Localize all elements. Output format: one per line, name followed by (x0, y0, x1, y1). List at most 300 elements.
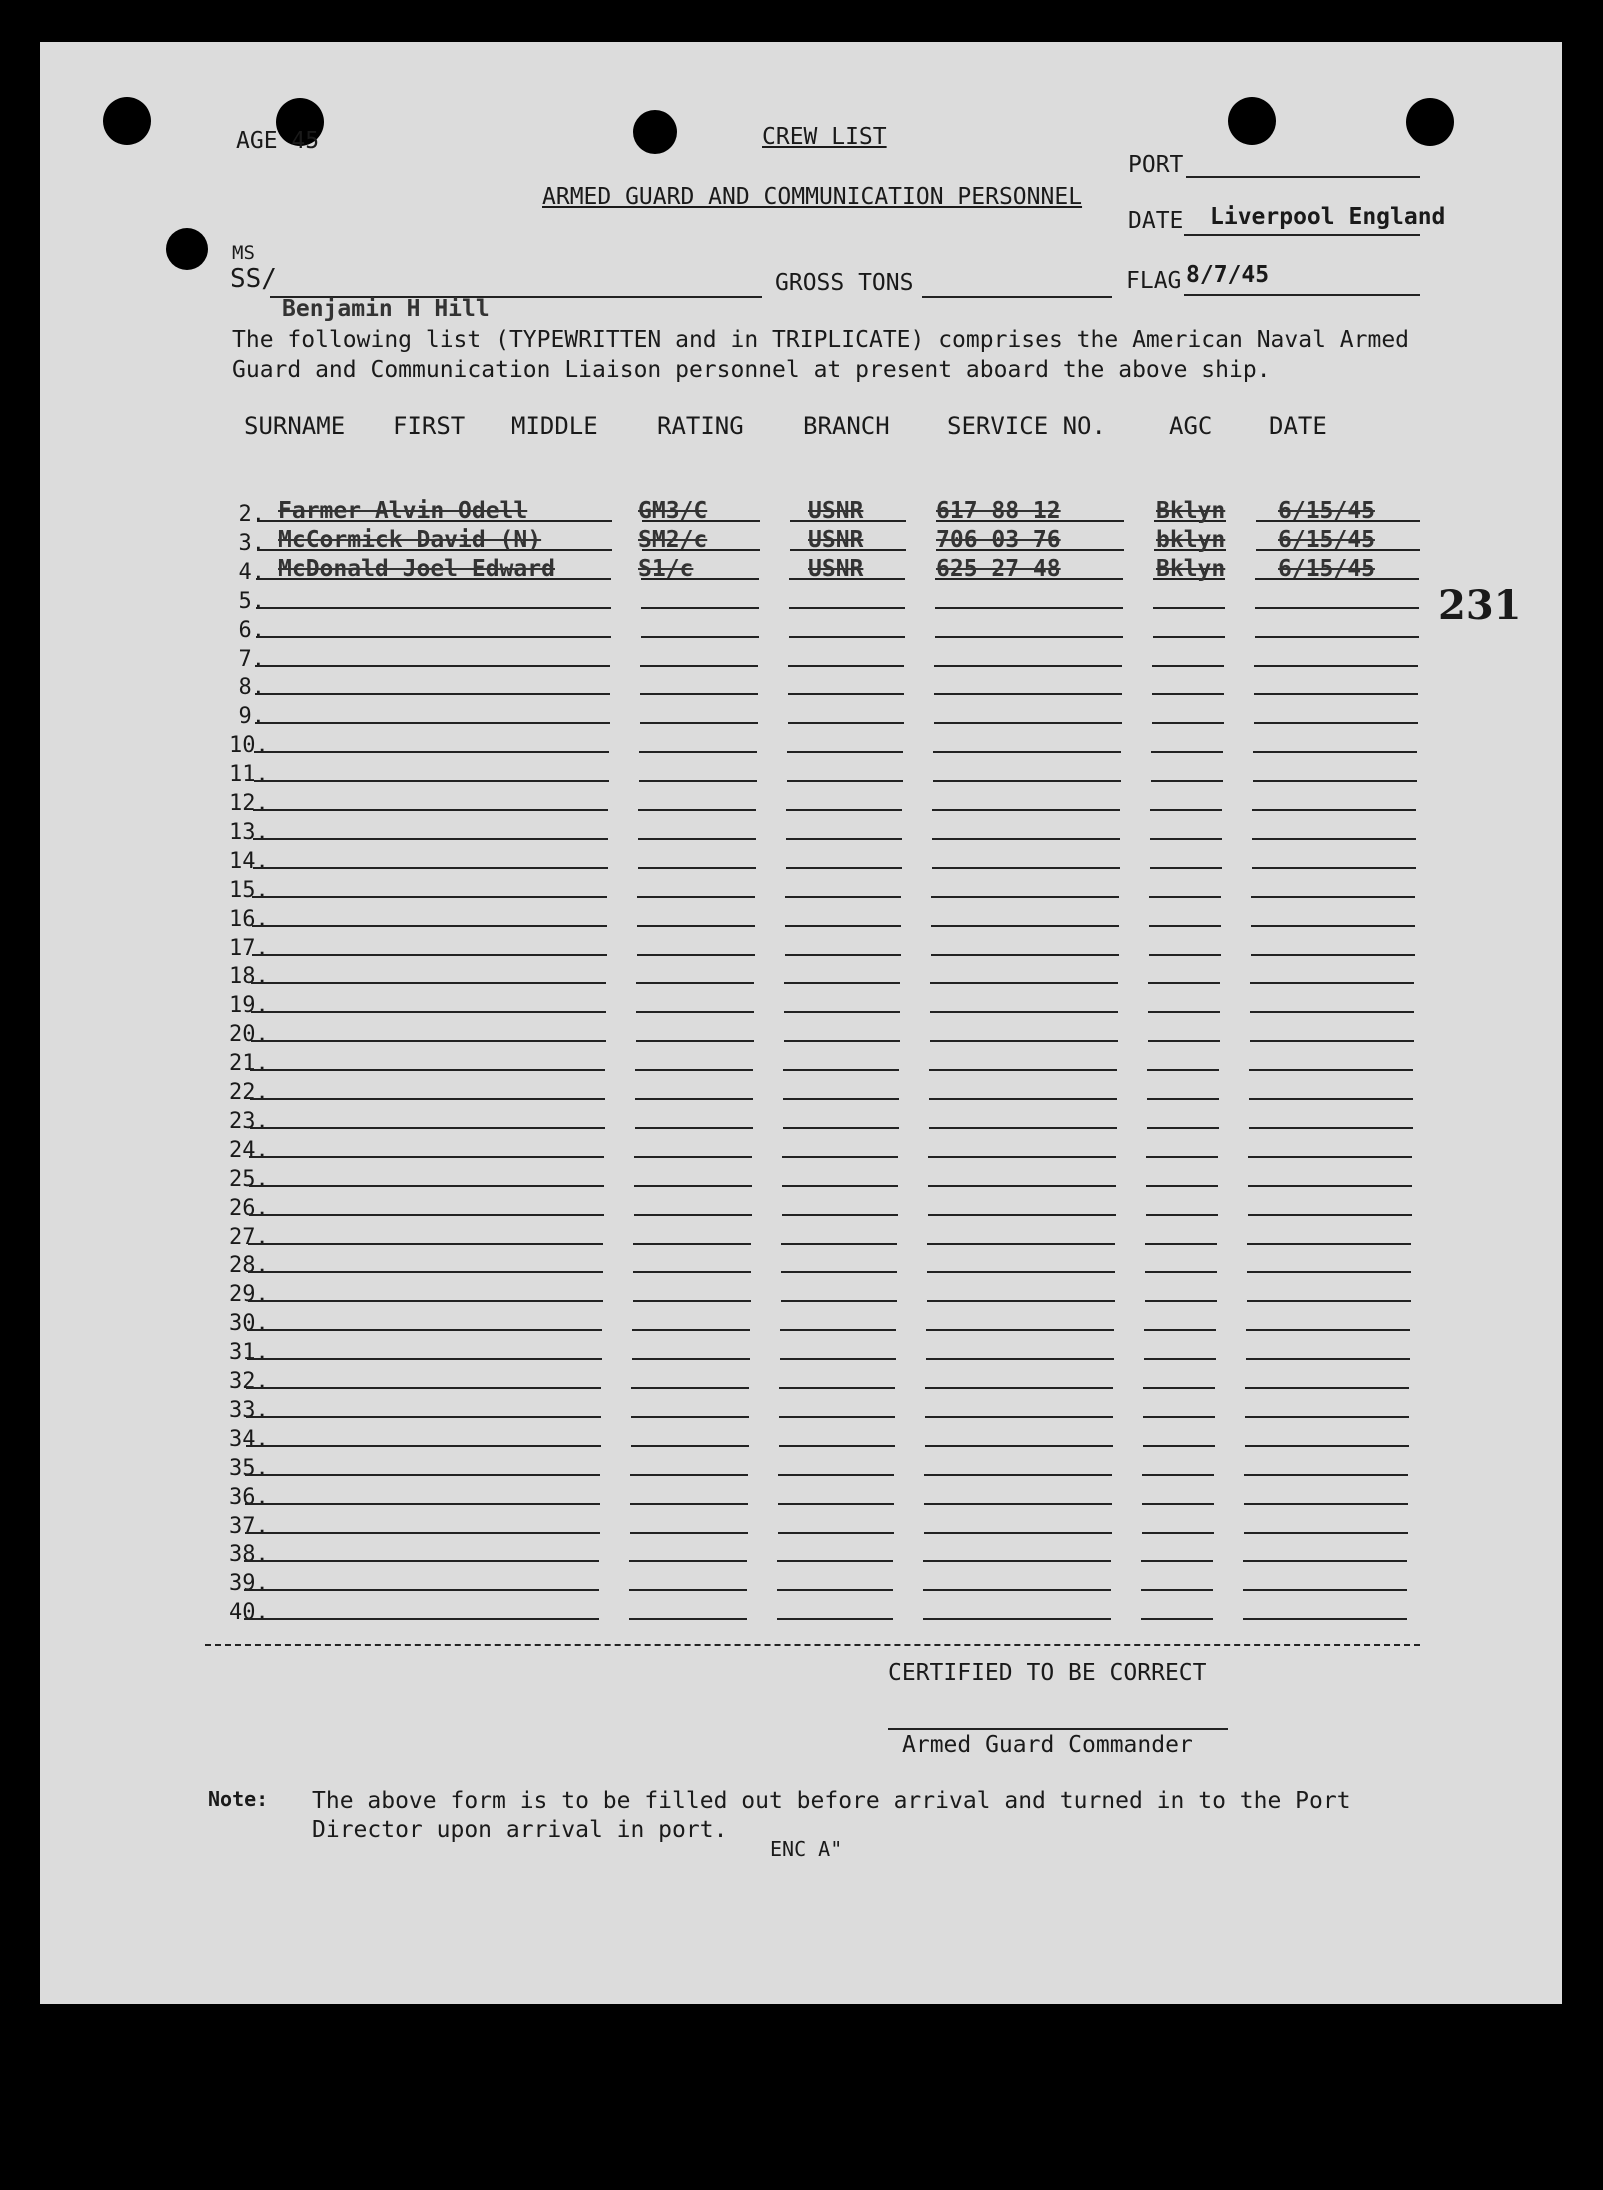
date-cell[interactable] (1245, 1387, 1409, 1389)
service-cell[interactable] (925, 1387, 1113, 1389)
name-cell[interactable] (252, 925, 607, 927)
name-cell[interactable] (256, 607, 611, 609)
branch-cell[interactable] (787, 780, 903, 782)
agc-cell[interactable] (1141, 1560, 1213, 1562)
date-label: DATE (1128, 208, 1184, 234)
branch-cell[interactable] (780, 1329, 896, 1331)
table-row (0, 1251, 1603, 1280)
date-cell[interactable] (1247, 1300, 1411, 1302)
table-row (0, 1540, 1603, 1569)
form-title: ARMED GUARD AND COMMUNICATION PERSONNEL (542, 184, 1083, 210)
date-cell[interactable] (1244, 1474, 1408, 1476)
service-cell[interactable] (935, 607, 1123, 609)
service-cell[interactable] (930, 1040, 1118, 1042)
date-cell[interactable] (1251, 896, 1415, 898)
row-number: 21. (229, 1051, 269, 1077)
date-cell[interactable] (1244, 1532, 1408, 1534)
entry-date: 6/15/45 (1278, 526, 1375, 553)
agc-cell[interactable] (1148, 1011, 1220, 1013)
rating-cell[interactable] (631, 1416, 749, 1418)
name-cell[interactable] (251, 982, 606, 984)
agc-cell[interactable] (1153, 607, 1225, 609)
branch-cell[interactable] (786, 809, 902, 811)
rating-cell[interactable] (638, 838, 756, 840)
branch-cell[interactable] (788, 665, 904, 667)
service-cell[interactable] (927, 1271, 1115, 1273)
date-cell[interactable] (1253, 780, 1417, 782)
date-field-line (1184, 234, 1420, 236)
rating-cell[interactable] (637, 896, 755, 898)
agc-cell[interactable] (1146, 1156, 1218, 1158)
table-row (0, 876, 1603, 905)
note-label: Note: (208, 1787, 269, 1811)
rating-cell[interactable] (636, 1011, 754, 1013)
rating-cell[interactable] (632, 1329, 750, 1331)
table-row (0, 1425, 1603, 1454)
rating-cell[interactable] (633, 1243, 751, 1245)
header-date: DATE (1269, 412, 1327, 440)
name-cell[interactable] (256, 636, 611, 638)
date-cell[interactable] (1243, 1589, 1407, 1591)
branch-cell[interactable] (783, 1098, 899, 1100)
row-number: 2. (238, 502, 265, 527)
table-row (0, 1136, 1603, 1165)
date-cell[interactable] (1251, 925, 1415, 927)
agc-cell[interactable] (1151, 751, 1223, 753)
table-row (0, 847, 1603, 876)
service-cell[interactable] (929, 1127, 1117, 1129)
rating-cell[interactable] (633, 1271, 751, 1273)
ss-label: SS/ (230, 264, 277, 294)
name-cell[interactable] (248, 1300, 603, 1302)
row-number: 7. (238, 646, 265, 672)
agc-cell[interactable] (1142, 1474, 1214, 1476)
rating-cell[interactable] (640, 693, 758, 695)
agc-cell[interactable] (1150, 867, 1222, 869)
service-cell[interactable] (927, 1243, 1115, 1245)
branch-cell[interactable] (781, 1243, 897, 1245)
branch-cell[interactable] (780, 1358, 896, 1360)
branch-cell[interactable] (779, 1445, 895, 1447)
rating-cell[interactable] (629, 1560, 747, 1562)
name-cell[interactable] (246, 1445, 601, 1447)
name-cell[interactable] (246, 1387, 601, 1389)
table-row (0, 1396, 1603, 1425)
name-cell[interactable] (250, 1127, 605, 1129)
service-cell[interactable] (933, 751, 1121, 753)
date-cell[interactable] (1246, 1358, 1410, 1360)
name-cell[interactable] (245, 1474, 600, 1476)
table-row (0, 1194, 1603, 1223)
ship-name: Benjamin H Hill (282, 296, 490, 322)
branch-cell[interactable] (785, 954, 901, 956)
entry-rating: GM3/C (638, 498, 708, 524)
date-cell[interactable] (1254, 722, 1418, 724)
agc-cell[interactable] (1152, 722, 1224, 724)
date-cell[interactable] (1249, 1069, 1413, 1071)
name-cell[interactable] (248, 1243, 603, 1245)
row-number: 34. (229, 1426, 269, 1452)
row-number: 25. (229, 1166, 269, 1192)
age-reference: AGE 45 (236, 128, 320, 154)
table-row (0, 1165, 1603, 1194)
table-row (0, 500, 1603, 529)
agc-cell[interactable] (1144, 1358, 1216, 1360)
service-cell[interactable] (923, 1618, 1111, 1620)
enclosure-mark: ENC A" (770, 1837, 843, 1861)
service-cell[interactable] (932, 838, 1120, 840)
rating-cell[interactable] (639, 780, 757, 782)
branch-cell[interactable] (783, 1127, 899, 1129)
agc-cell[interactable] (1148, 982, 1220, 984)
intro-line-1: The following list (TYPEWRITTEN and in TRIPLICATE) comprises the American Naval Armed (232, 327, 1410, 353)
branch-cell[interactable] (787, 751, 903, 753)
row-number: 9. (238, 704, 265, 730)
date-cell[interactable] (1245, 1416, 1409, 1418)
entry-agc: Bklyn (1156, 498, 1226, 524)
name-cell[interactable] (255, 693, 610, 695)
agc-cell[interactable] (1141, 1618, 1213, 1620)
rating-cell[interactable] (636, 982, 754, 984)
rating-cell[interactable] (641, 636, 759, 638)
service-cell[interactable] (924, 1532, 1112, 1534)
table-row (0, 1483, 1603, 1512)
rating-cell[interactable] (638, 867, 756, 869)
table-row (0, 1598, 1603, 1627)
branch-cell[interactable] (781, 1271, 897, 1273)
row-number: 19. (229, 993, 269, 1019)
name-cell[interactable] (250, 1069, 605, 1071)
service-cell[interactable] (930, 982, 1118, 984)
service-cell[interactable] (927, 1300, 1115, 1302)
agc-cell[interactable] (1143, 1416, 1215, 1418)
table-row (0, 1569, 1603, 1598)
name-cell[interactable] (253, 867, 608, 869)
date-cell[interactable] (1245, 1445, 1409, 1447)
agc-cell[interactable] (1142, 1503, 1214, 1505)
port-field-line (1186, 176, 1420, 178)
agc-cell[interactable] (1152, 693, 1224, 695)
date-cell[interactable] (1246, 1329, 1410, 1331)
rating-cell[interactable] (635, 1069, 753, 1071)
date-cell[interactable] (1255, 636, 1419, 638)
service-cell[interactable] (925, 1445, 1113, 1447)
entry-agc: bklyn (1156, 526, 1226, 553)
table-row (0, 731, 1603, 760)
row-number: 16. (229, 906, 269, 932)
agc-cell[interactable] (1149, 925, 1221, 927)
service-cell[interactable] (928, 1214, 1116, 1216)
date-cell[interactable] (1252, 838, 1416, 840)
branch-cell[interactable] (777, 1560, 893, 1562)
agc-cell[interactable] (1146, 1185, 1218, 1187)
name-cell[interactable] (254, 780, 609, 782)
name-cell[interactable] (249, 1156, 604, 1158)
entry-service: 706 03 76 (936, 526, 1061, 553)
rating-cell[interactable] (636, 1040, 754, 1042)
row-number: 18. (229, 964, 269, 990)
rating-cell[interactable] (631, 1445, 749, 1447)
name-cell[interactable] (255, 665, 610, 667)
row-number: 27. (229, 1224, 269, 1250)
agc-cell[interactable] (1146, 1214, 1218, 1216)
rating-cell[interactable] (639, 751, 757, 753)
header-service-no: SERVICE NO. (947, 412, 1106, 440)
name-cell[interactable] (252, 896, 607, 898)
row-number: 29. (229, 1282, 269, 1308)
agc-cell[interactable] (1147, 1127, 1219, 1129)
agc-cell[interactable] (1145, 1243, 1217, 1245)
service-cell[interactable] (928, 1156, 1116, 1158)
rating-cell[interactable] (631, 1387, 749, 1389)
row-number: 14. (229, 848, 269, 874)
rating-cell[interactable] (632, 1358, 750, 1360)
agc-cell[interactable] (1153, 636, 1225, 638)
rating-cell[interactable] (633, 1300, 751, 1302)
table-row (0, 789, 1603, 818)
agc-cell[interactable] (1149, 954, 1221, 956)
entry-name: Farmer Alvin Odell (278, 498, 528, 524)
date-cell[interactable] (1249, 1127, 1413, 1129)
date-cell[interactable] (1247, 1271, 1411, 1273)
rating-cell[interactable] (634, 1214, 752, 1216)
gross-tons-label: GROSS TONS (775, 270, 914, 296)
service-cell[interactable] (928, 1185, 1116, 1187)
name-cell[interactable] (247, 1329, 602, 1331)
date-cell[interactable] (1248, 1214, 1412, 1216)
date-cell[interactable] (1252, 867, 1416, 869)
rating-cell[interactable] (641, 607, 759, 609)
date-value: Liverpool England (1210, 204, 1446, 230)
name-cell[interactable] (253, 809, 608, 811)
agc-cell[interactable] (1145, 1271, 1217, 1273)
table-row (0, 673, 1603, 702)
row-number: 15. (229, 877, 269, 903)
date-cell[interactable] (1250, 1011, 1414, 1013)
rating-cell[interactable] (635, 1098, 753, 1100)
branch-cell[interactable] (778, 1503, 894, 1505)
punch-hole (166, 228, 208, 270)
date-cell[interactable] (1254, 693, 1418, 695)
branch-cell[interactable] (777, 1618, 893, 1620)
date-cell[interactable] (1253, 751, 1417, 753)
name-cell[interactable] (246, 1416, 601, 1418)
row-number: 36. (229, 1484, 269, 1510)
branch-cell[interactable] (789, 636, 905, 638)
rating-cell[interactable] (637, 954, 755, 956)
name-cell[interactable] (249, 1185, 604, 1187)
name-cell[interactable] (245, 1532, 600, 1534)
rating-cell[interactable] (630, 1474, 748, 1476)
branch-cell[interactable] (778, 1532, 894, 1534)
service-cell[interactable] (923, 1589, 1111, 1591)
branch-cell[interactable] (782, 1156, 898, 1158)
row-number: 30. (229, 1311, 269, 1337)
service-cell[interactable] (931, 954, 1119, 956)
branch-cell[interactable] (785, 896, 901, 898)
rating-cell[interactable] (640, 722, 758, 724)
table-row (0, 587, 1603, 616)
agc-cell[interactable] (1148, 1040, 1220, 1042)
table-row (0, 1338, 1603, 1367)
service-cell[interactable] (925, 1416, 1113, 1418)
agc-cell[interactable] (1149, 896, 1221, 898)
table-row (0, 616, 1603, 645)
branch-cell[interactable] (784, 1011, 900, 1013)
date-cell[interactable] (1254, 665, 1418, 667)
punch-hole (1228, 97, 1276, 145)
signature-line (888, 1728, 1228, 1730)
service-cell[interactable] (934, 722, 1122, 724)
branch-cell[interactable] (784, 1040, 900, 1042)
name-cell[interactable] (248, 1271, 603, 1273)
name-cell[interactable] (244, 1618, 599, 1620)
date-cell[interactable] (1243, 1618, 1407, 1620)
agc-cell[interactable] (1150, 809, 1222, 811)
table-row (0, 962, 1603, 991)
agc-cell[interactable] (1141, 1589, 1213, 1591)
branch-cell[interactable] (784, 982, 900, 984)
rating-cell[interactable] (630, 1503, 748, 1505)
row-number: 26. (229, 1195, 269, 1221)
name-cell[interactable] (252, 954, 607, 956)
row-number: 24. (229, 1137, 269, 1163)
rating-cell[interactable] (630, 1532, 748, 1534)
table-row (0, 1078, 1603, 1107)
flag-field-line (1184, 294, 1420, 296)
branch-cell[interactable] (786, 867, 902, 869)
agc-cell[interactable] (1150, 838, 1222, 840)
branch-cell[interactable] (785, 925, 901, 927)
service-cell[interactable] (931, 896, 1119, 898)
name-cell[interactable] (245, 1503, 600, 1505)
service-cell[interactable] (933, 780, 1121, 782)
note-line-1: The above form is to be filled out before arrival and turned in to the Port (312, 1788, 1351, 1814)
agc-cell[interactable] (1151, 780, 1223, 782)
row-number: 31. (229, 1340, 269, 1366)
branch-cell[interactable] (786, 838, 902, 840)
date-cell[interactable] (1243, 1560, 1407, 1562)
service-cell[interactable] (924, 1503, 1112, 1505)
service-cell[interactable] (934, 665, 1122, 667)
date-cell[interactable] (1255, 607, 1419, 609)
branch-cell[interactable] (777, 1589, 893, 1591)
service-cell[interactable] (935, 636, 1123, 638)
service-cell[interactable] (924, 1474, 1112, 1476)
service-cell[interactable] (932, 867, 1120, 869)
service-cell[interactable] (929, 1098, 1117, 1100)
branch-cell[interactable] (788, 693, 904, 695)
service-cell[interactable] (934, 693, 1122, 695)
branch-cell[interactable] (781, 1300, 897, 1302)
date-cell[interactable] (1248, 1185, 1412, 1187)
row-number: 23. (229, 1108, 269, 1134)
date-cell[interactable] (1247, 1243, 1411, 1245)
service-cell[interactable] (923, 1560, 1111, 1562)
agc-cell[interactable] (1143, 1387, 1215, 1389)
service-cell[interactable] (926, 1358, 1114, 1360)
entry-agc: Bklyn (1156, 555, 1226, 582)
service-cell[interactable] (929, 1069, 1117, 1071)
date-cell[interactable] (1250, 1040, 1414, 1042)
entry-rating: S1/c (638, 555, 694, 582)
name-cell[interactable] (244, 1589, 599, 1591)
branch-cell[interactable] (779, 1387, 895, 1389)
commander-label: Armed Guard Commander (902, 1732, 1193, 1758)
date-cell[interactable] (1244, 1503, 1408, 1505)
branch-cell[interactable] (778, 1474, 894, 1476)
branch-cell[interactable] (783, 1069, 899, 1071)
name-cell[interactable] (253, 838, 608, 840)
agc-cell[interactable] (1152, 665, 1224, 667)
branch-cell[interactable] (789, 607, 905, 609)
entry-branch: USNR (808, 498, 864, 524)
date-cell[interactable] (1249, 1098, 1413, 1100)
name-cell[interactable] (244, 1560, 599, 1562)
side-number: 231 (1438, 582, 1522, 629)
name-cell[interactable] (251, 1011, 606, 1013)
branch-cell[interactable] (782, 1185, 898, 1187)
branch-cell[interactable] (779, 1416, 895, 1418)
service-cell[interactable] (931, 925, 1119, 927)
agc-cell[interactable] (1147, 1069, 1219, 1071)
table-row (0, 991, 1603, 1020)
entry-rating: SM2/c (638, 526, 708, 553)
branch-cell[interactable] (788, 722, 904, 724)
branch-cell[interactable] (782, 1214, 898, 1216)
date-cell[interactable] (1252, 809, 1416, 811)
service-cell[interactable] (932, 809, 1120, 811)
entry-branch: USNR (808, 555, 864, 582)
name-cell[interactable] (250, 1098, 605, 1100)
rating-cell[interactable] (638, 809, 756, 811)
header-first: FIRST (393, 412, 466, 440)
row-number: 8. (238, 675, 265, 701)
table-row (0, 702, 1603, 731)
date-cell[interactable] (1251, 954, 1415, 956)
service-cell[interactable] (930, 1011, 1118, 1013)
row-number: 32. (229, 1369, 269, 1394)
service-cell[interactable] (926, 1329, 1114, 1331)
rating-cell[interactable] (637, 925, 755, 927)
name-cell[interactable] (255, 722, 610, 724)
date-cell[interactable] (1250, 982, 1414, 984)
agc-cell[interactable] (1142, 1532, 1214, 1534)
agc-cell[interactable] (1145, 1300, 1217, 1302)
rating-cell[interactable] (634, 1185, 752, 1187)
name-cell[interactable] (254, 751, 609, 753)
agc-cell[interactable] (1143, 1445, 1215, 1447)
date-cell[interactable] (1248, 1156, 1412, 1158)
rating-cell[interactable] (640, 665, 758, 667)
table-row (0, 1107, 1603, 1136)
row-number: 28. (229, 1253, 269, 1279)
header-rating: RATING (657, 412, 744, 440)
row-number: 11. (229, 762, 269, 788)
entry-service: 625 27 48 (936, 555, 1061, 582)
rating-cell[interactable] (629, 1618, 747, 1620)
rating-cell[interactable] (629, 1589, 747, 1591)
rating-cell[interactable] (635, 1127, 753, 1129)
name-cell[interactable] (251, 1040, 606, 1042)
agc-cell[interactable] (1144, 1329, 1216, 1331)
entry-service: 617 88 12 (936, 498, 1061, 524)
row-number: 17. (229, 935, 269, 961)
name-cell[interactable] (247, 1358, 602, 1360)
name-cell[interactable] (249, 1214, 604, 1216)
agc-cell[interactable] (1147, 1098, 1219, 1100)
rating-cell[interactable] (634, 1156, 752, 1158)
